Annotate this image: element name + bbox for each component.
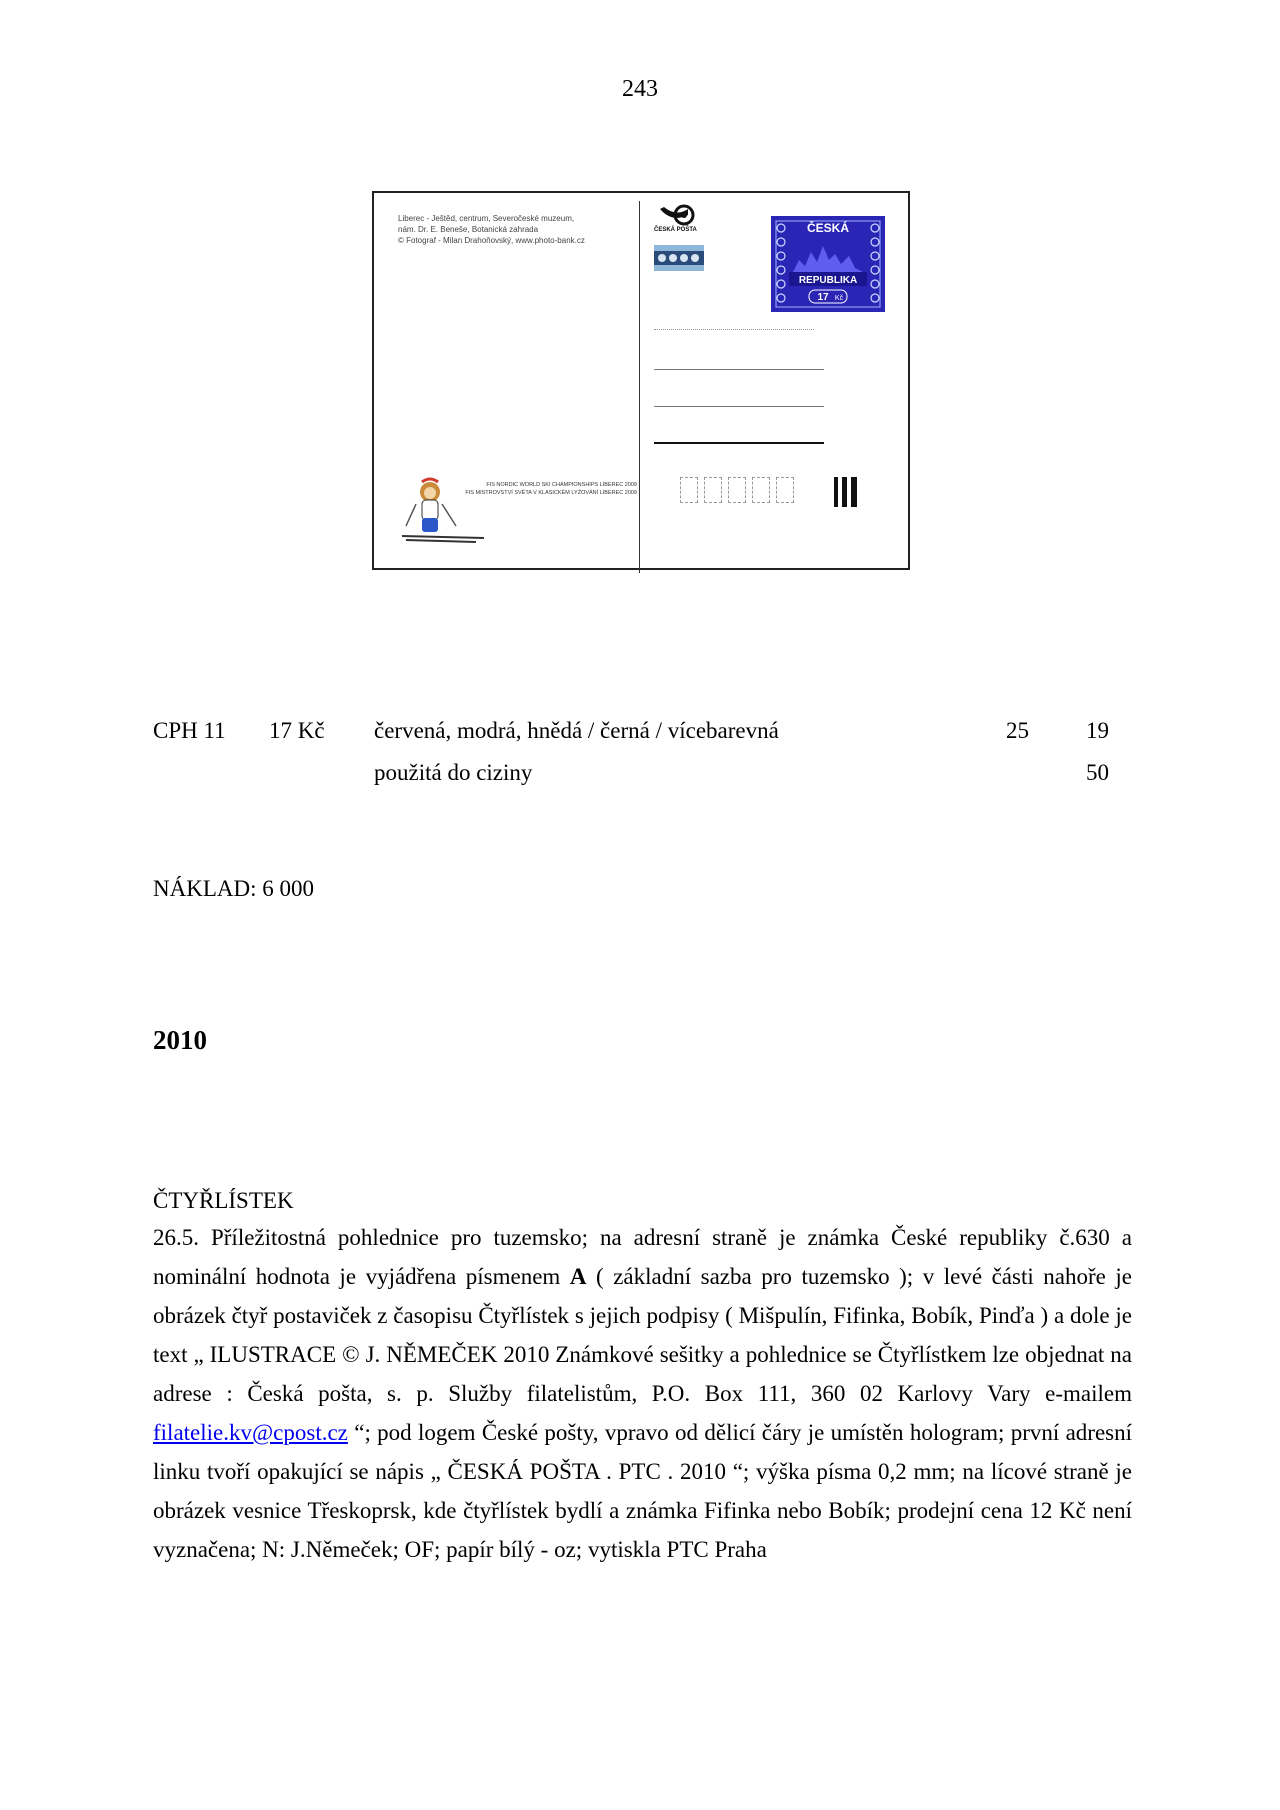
email-link[interactable]: filatelie.kv@cpost.cz [153,1420,348,1445]
posthorn-logo-icon [654,203,704,243]
stamp-currency: Kč [834,295,844,302]
description-text: ( základní sazba pro tuzemsko ); v levé části nahoře je obrázek čtyř postaviček z časopisu Čtyřlístek s jejich podpisy ( Mišpulín, Fifinka, Bobík, Pinďa ) a dole je text „ ILUSTRACE © J. NĚMEČEK 2010 Známkové sešitky a pohlednice se Čtyřlístkem lze objednat na adrese : Česká pošta, s. p. Služby filatelistům, P.O. Box 111, 360 02 Karlovy Vary e-mailem [153,1264,1132,1406]
catalog-value: 17 Kč [269,718,325,743]
championship-text: FIS NORDIC WORLD SKI CHAMPIONSHIPS LIBEREC 2009 FIS MISTROVSTVÍ SVĚTA V KLASICKÉM LYŽOVÁNÍ LIBEREC 2009 [465,482,637,496]
postcard-image [372,191,910,570]
year-heading: 2010 [153,1025,207,1055]
zip-box [704,477,722,503]
page-number: 243 [622,76,658,102]
stamp-text-top: ČESKÁ [806,221,850,235]
zip-box [680,477,698,503]
catalog-price-mint: 25 [1006,718,1029,743]
address-line-dotted [654,329,814,330]
description-text: 26.5. Příležitostná pohlednice pro tuzemsko; na adresní straně je známka České republiky č.630 a nominální hodnota je vyjádřena písmenem [153,1225,1132,1289]
catalog-code: CPH 11 [153,718,226,743]
stamp-text-bottom: REPUBLIKA [798,275,858,286]
catalog-note: použitá do ciziny [374,760,533,785]
print-run: NÁKLAD: 6 000 [153,876,314,901]
catalog-note-price: 50 [1086,760,1109,785]
barcode-icon [832,477,862,507]
zip-box [752,477,770,503]
address-line [654,406,824,407]
description-paragraph [153,1218,1132,1569]
address-line [654,369,824,370]
catalog-colors: červená, modrá, hnědá / černá / vícebarevná [374,718,779,743]
section-title: ČTYŘLÍSTEK [153,1188,294,1213]
zip-code-boxes [680,477,794,503]
postcard-divider [639,201,640,573]
tariff-letter: A [569,1264,587,1289]
postage-stamp-icon [771,216,885,312]
stamp-value: 17 [817,292,829,303]
address-line [654,442,824,444]
ski-mascot-icon [396,476,488,544]
description-text: “; pod logem České pošty, vpravo od dělicí čáry je umístěn hologram; první adresní linku tvoří opakující se nápis „ ČESKÁ POŠTA . PTC . 2010 “; výška písma 0,2 mm; na lícové straně je obrázek vesnice Třeskoprsk, kde čtyřlístek bydlí a známka Fifinka nebo Bobík; prodejní cena 12 Kč není vyznačena; N: J.Němeček; OF; papír bílý - oz; vytiskla PTC Praha [153,1420,1132,1562]
hologram-icon [654,245,704,271]
postcard-caption: Liberec - Ještěd, centrum, Severočeské muzeum, nám. Dr. E. Beneše, Botanická zahrada © Fotograf - Milan Drahoňovský, www.photo-bank.cz [398,214,585,245]
zip-box [728,477,746,503]
catalog-price-used: 19 [1086,718,1109,743]
zip-box [776,477,794,503]
post-name: ČESKÁ POŠTA [654,227,697,233]
